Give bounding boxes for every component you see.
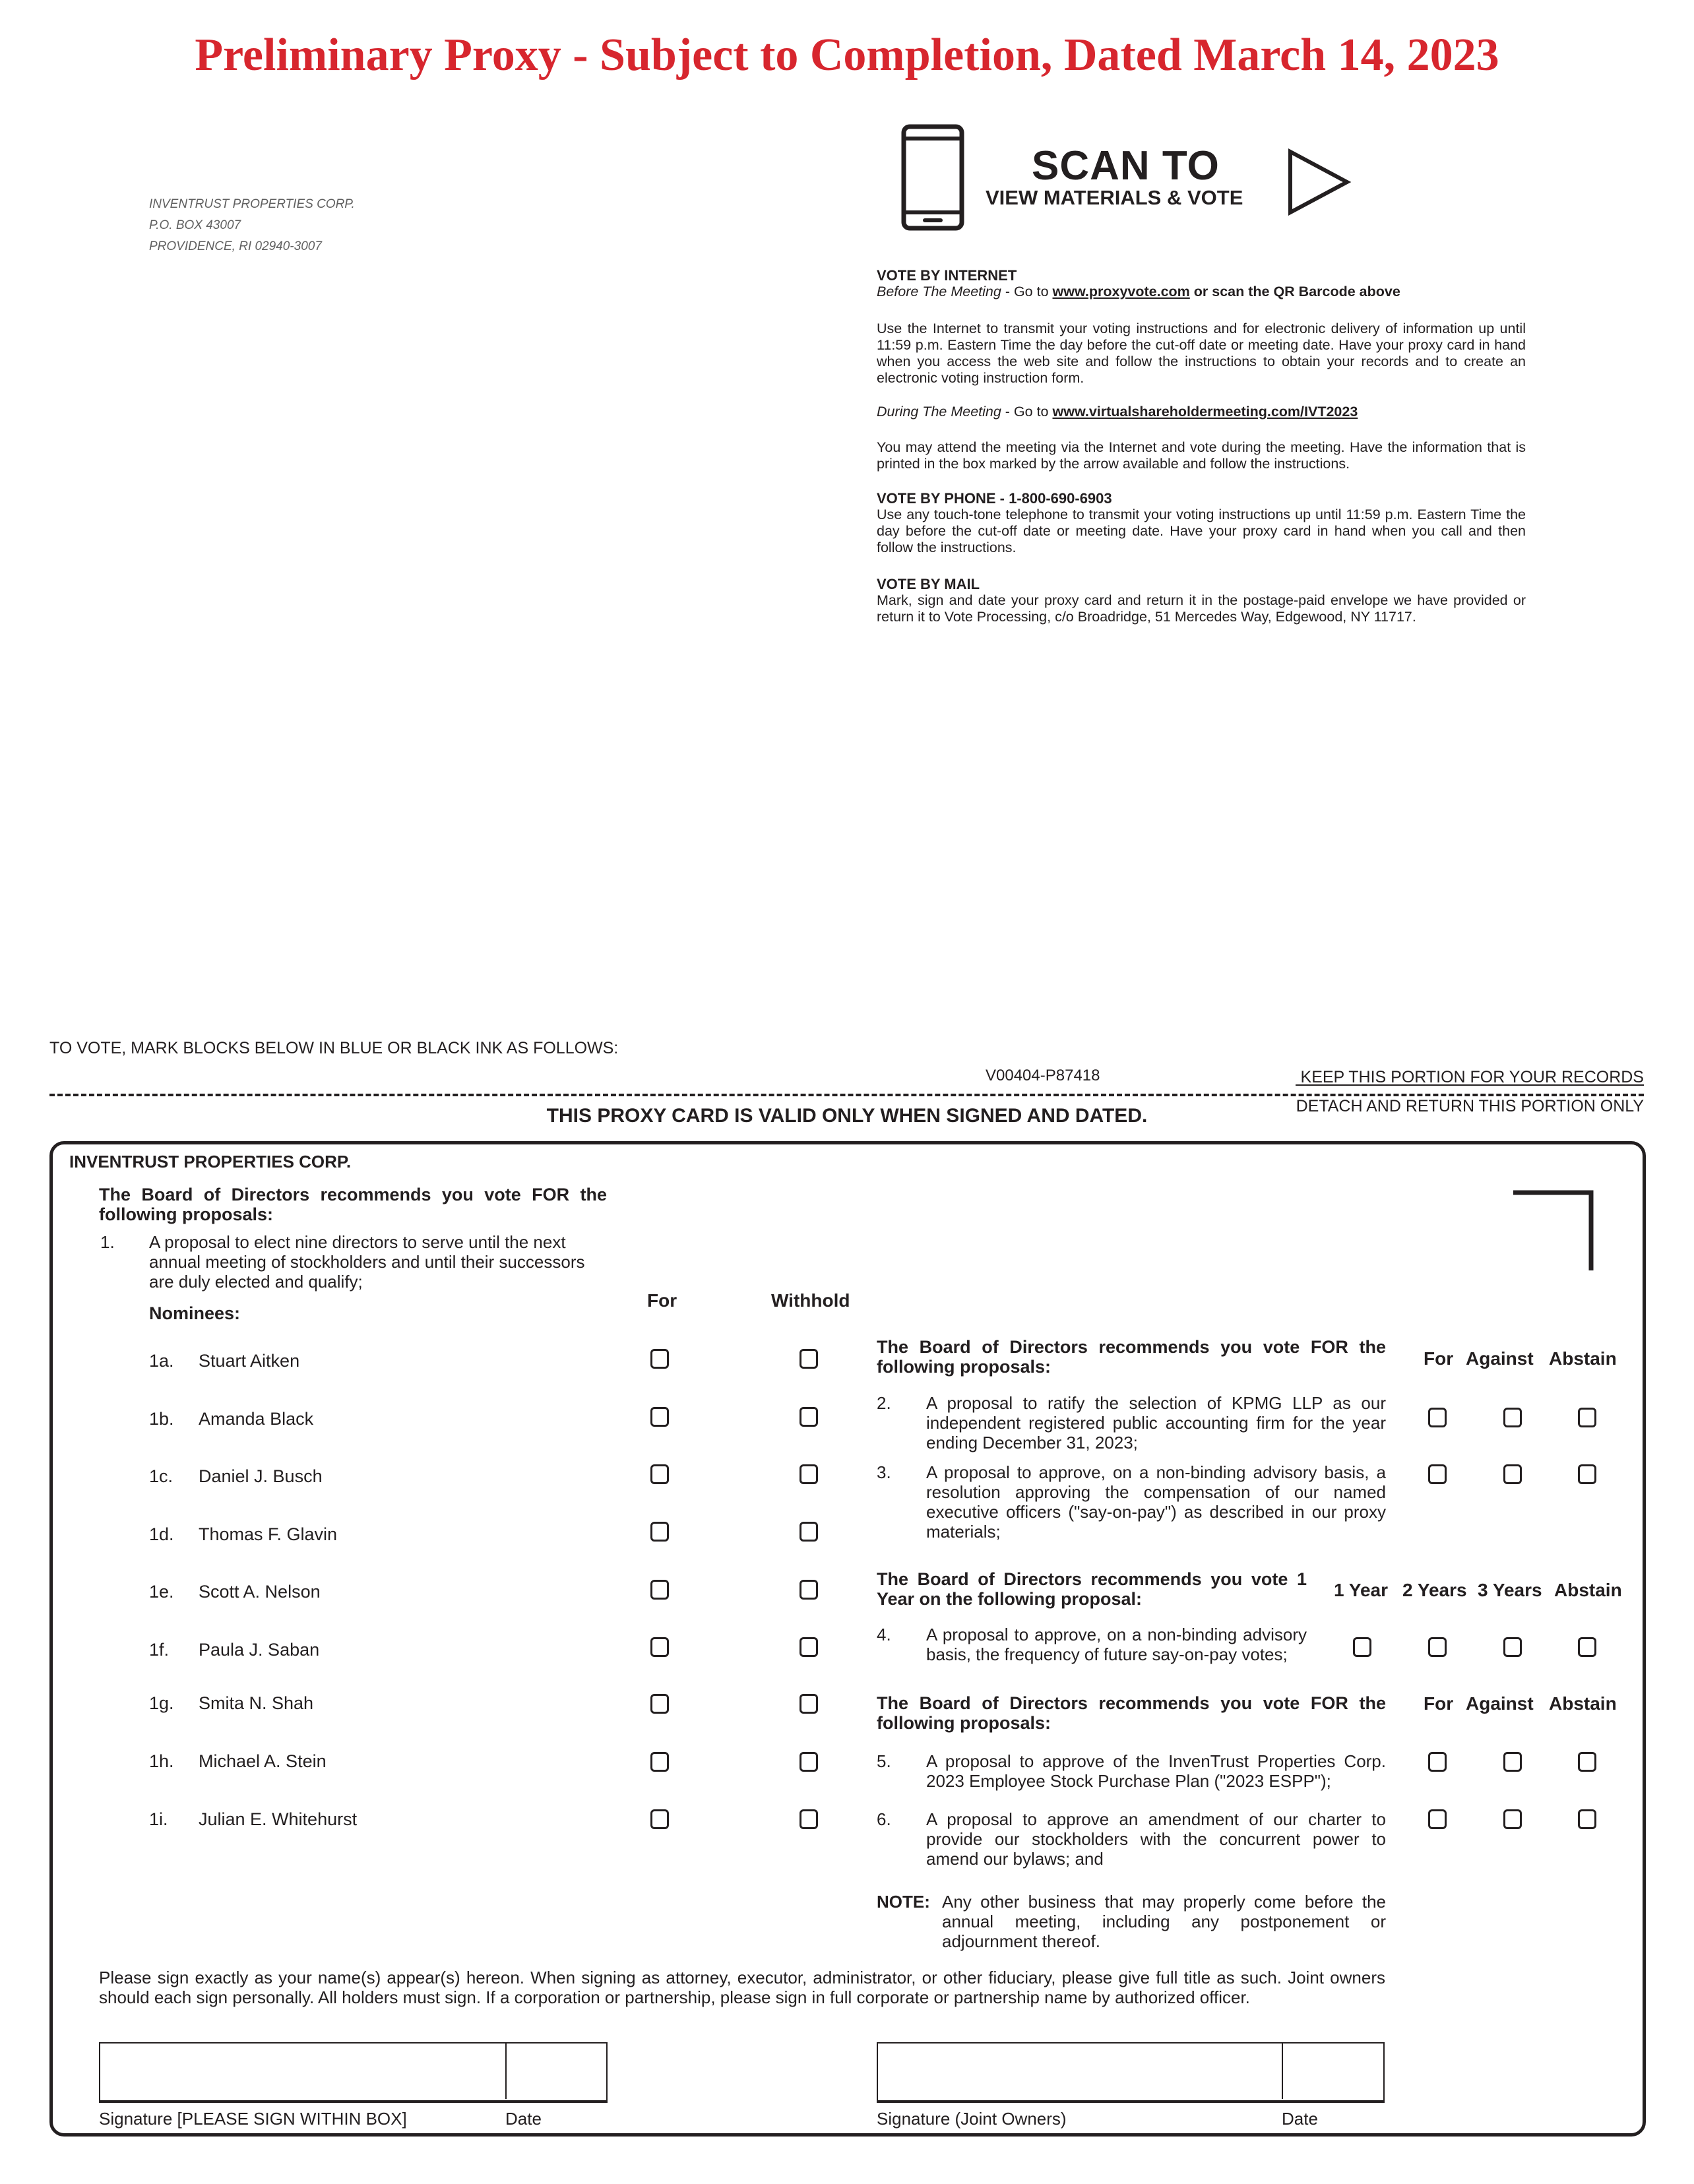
col-for: For (647, 1290, 677, 1311)
col-1-year: 1 Year (1334, 1580, 1389, 1600)
col-against: Against (1466, 1693, 1534, 1714)
vote-internet-during (877, 404, 1526, 420)
col-against: Against (1466, 1348, 1534, 1369)
proposal-1-number: 1. (100, 1232, 115, 1252)
for-checkbox[interactable] (650, 1694, 669, 1714)
abstain-checkbox[interactable] (1578, 1408, 1596, 1427)
nominee-id: 1i. (149, 1809, 168, 1829)
col-2-years: 2 Years (1402, 1580, 1467, 1600)
col-withhold: Withhold (771, 1290, 850, 1311)
proposal-6-text: A proposal to approve an amendment of our charter to provide our stockholders with the concurrent power to amend our bylaws; and (926, 1809, 1386, 1869)
for-checkbox[interactable] (650, 1752, 669, 1772)
proposal-3-number: 3. (877, 1462, 891, 1482)
col-abstain: Abstain (1549, 1348, 1617, 1369)
withhold-checkbox[interactable] (800, 1349, 818, 1369)
nominee-id: 1b. (149, 1409, 174, 1429)
proxyvote-link[interactable]: www.proxyvote.com (1052, 284, 1190, 299)
nominee-name: Smita N. Shah (199, 1693, 314, 1713)
vote-mail-heading: VOTE BY MAIL (877, 576, 980, 592)
withhold-checkbox[interactable] (800, 1694, 818, 1714)
return-address (149, 194, 355, 257)
nominee-name: Scott A. Nelson (199, 1582, 321, 1602)
nominee-name: Thomas F. Glavin (199, 1524, 338, 1544)
withhold-checkbox[interactable] (800, 1637, 818, 1657)
signature-box[interactable] (99, 2042, 608, 2103)
vote-internet-heading: VOTE BY INTERNET (877, 267, 1017, 284)
note-text: Any other business that may properly come before the annual meeting, including any postponement or adjournment thereof. (942, 1892, 1386, 1951)
qr-instruction: or scan the QR Barcode above (1189, 284, 1400, 299)
vote-phone-heading: VOTE BY PHONE - 1-800-690-6903 (877, 490, 1112, 507)
nominee-name: Daniel J. Busch (199, 1466, 323, 1486)
proposal-6-number: 6. (877, 1809, 891, 1829)
nominee-id: 1f. (149, 1640, 170, 1660)
note-label: NOTE: (877, 1892, 930, 1912)
signature-date-divider (505, 2042, 507, 2099)
virtual-meeting-link[interactable]: www.virtualshareholdermeeting.com/IVT2023 (1052, 404, 1358, 420)
nominee-id: 1e. (149, 1582, 174, 1602)
col-for: For (1424, 1693, 1454, 1714)
vote-mail-body: Mark, sign and date your proxy card and return it in the postage-paid envelope we have provided or return it to Vote Processing, c/o Broadridge, 51 Mercedes Way, Edgewood, NY 11717. (877, 592, 1526, 625)
detach-line (49, 1094, 1644, 1096)
keep-rule (1296, 1084, 1644, 1086)
return-address-line: P.O. BOX 43007 (149, 218, 241, 232)
nominees-label: Nominees: (149, 1303, 241, 1323)
against-checkbox[interactable] (1503, 1408, 1522, 1427)
draft-banner: Preliminary Proxy - Subject to Completion, Dated March 14, 2023 (195, 30, 1499, 80)
return-address-line: PROVIDENCE, RI 02940-3007 (149, 239, 322, 253)
board-recommendation-for: The Board of Directors recommends you vote FOR the following proposals: (99, 1185, 607, 1224)
go-to-text: - Go to (1001, 404, 1053, 420)
proposal-5-number: 5. (877, 1751, 891, 1771)
against-checkbox[interactable] (1503, 1752, 1522, 1772)
abstain-checkbox[interactable] (1578, 1752, 1596, 1772)
scan-title: SCAN TO (1032, 143, 1220, 189)
proposal-4-text: A proposal to approve, on a non-binding advisory basis, the frequency of future say-on-pay votes; (926, 1625, 1307, 1664)
card-company-name: INVENTRUST PROPERTIES CORP. (69, 1152, 352, 1171)
mark-instructions: TO VOTE, MARK BLOCKS BELOW IN BLUE OR BLACK INK AS FOLLOWS: (49, 1039, 619, 1057)
nominee-name: Julian E. Whitehurst (199, 1809, 358, 1829)
vote-internet-during-body: You may attend the meeting via the Internet and vote during the meeting. Have the information that is printed in the box marked by the arrow available and follow the instructions. (877, 439, 1526, 472)
1-year-checkbox[interactable] (1353, 1637, 1371, 1657)
nominee-id: 1h. (149, 1751, 174, 1771)
for-checkbox[interactable] (650, 1349, 669, 1369)
scan-subtitle: VIEW MATERIALS & VOTE (986, 186, 1243, 209)
2-years-checkbox[interactable] (1428, 1637, 1447, 1657)
vote-phone-body: Use any touch-tone telephone to transmit your voting instructions up until 11:59 p.m. Eastern Time the day before the cut-off date or meeting date. Have your proxy card in hand when you call and then follow the instructions. (877, 507, 1526, 555)
keep-portion-label: KEEP THIS PORTION FOR YOUR RECORDS (1300, 1068, 1644, 1086)
valid-notice: THIS PROXY CARD IS VALID ONLY WHEN SIGNED AND DATED. (546, 1105, 1148, 1127)
col-abstain: Abstain (1554, 1580, 1622, 1600)
signature-label: Signature [PLEASE SIGN WITHIN BOX] (99, 2109, 407, 2129)
during-meeting-label: During The Meeting (877, 404, 1001, 420)
against-checkbox[interactable] (1503, 1464, 1522, 1484)
before-meeting-label: Before The Meeting (877, 284, 1001, 299)
for-checkbox[interactable] (650, 1407, 669, 1427)
proposal-5-text: A proposal to approve of the InvenTrust Properties Corp. 2023 Employee Stock Purchase Plan ("2023 ESPP"); (926, 1751, 1386, 1791)
for-checkbox[interactable] (1428, 1809, 1447, 1829)
phone-icon (901, 124, 964, 231)
withhold-checkbox[interactable] (800, 1580, 818, 1600)
vote-by-phone (877, 490, 1526, 556)
withhold-checkbox[interactable] (800, 1809, 818, 1829)
for-checkbox[interactable] (650, 1464, 669, 1484)
joint-signature-box[interactable] (877, 2042, 1385, 2103)
withhold-checkbox[interactable] (800, 1522, 818, 1542)
3-years-checkbox[interactable] (1503, 1637, 1522, 1657)
for-checkbox[interactable] (1428, 1408, 1447, 1427)
nominee-name: Amanda Black (199, 1409, 314, 1429)
board-recommendation-for-2-3: The Board of Directors recommends you vote FOR the following proposals: (877, 1337, 1386, 1377)
abstain-checkbox[interactable] (1578, 1464, 1596, 1484)
col-3-years: 3 Years (1478, 1580, 1542, 1600)
vote-by-internet (877, 267, 1526, 300)
against-checkbox[interactable] (1503, 1809, 1522, 1829)
vote-internet-before (877, 284, 1526, 300)
play-arrow-icon (1286, 148, 1352, 216)
for-checkbox[interactable] (650, 1809, 669, 1829)
proposal-2-number: 2. (877, 1393, 891, 1413)
for-checkbox[interactable] (650, 1522, 669, 1542)
nominee-id: 1c. (149, 1466, 173, 1486)
corner-mark-icon (1512, 1190, 1595, 1272)
go-to-text: - Go to (1001, 284, 1053, 299)
col-for: For (1424, 1348, 1454, 1369)
withhold-checkbox[interactable] (800, 1752, 818, 1772)
proposal-4-number: 4. (877, 1625, 891, 1644)
for-checkbox[interactable] (650, 1580, 669, 1600)
nominee-id: 1d. (149, 1524, 174, 1544)
abstain-checkbox[interactable] (1578, 1809, 1596, 1829)
abstain-checkbox[interactable] (1578, 1637, 1596, 1657)
proposal-1-text: A proposal to elect nine directors to serve until the next annual meeting of stockholders and until their successors are duly elected and qualify; (149, 1232, 585, 1292)
nominee-name: Stuart Aitken (199, 1351, 300, 1371)
nominee-id: 1g. (149, 1693, 174, 1713)
joint-signature-label: Signature (Joint Owners) (877, 2109, 1067, 2129)
nominee-id: 1a. (149, 1351, 174, 1371)
withhold-checkbox[interactable] (800, 1464, 818, 1484)
signature-date-divider (1282, 2042, 1283, 2099)
date-label: Date (1282, 2109, 1318, 2129)
control-number: V00404-P87418 (986, 1067, 1100, 1084)
withhold-checkbox[interactable] (800, 1407, 818, 1427)
for-checkbox[interactable] (1428, 1464, 1447, 1484)
vote-by-mail (877, 576, 1526, 625)
for-checkbox[interactable] (650, 1637, 669, 1657)
nominee-name: Paula J. Saban (199, 1640, 320, 1660)
vote-internet-body: Use the Internet to transmit your voting instructions and for electronic delivery of information up until 11:59 p.m. Eastern Time the day before the cut-off date or meeting date. Have your proxy card in hand when you access the web site and follow the instructions to obtain your records and to create an electronic voting instruction form. (877, 321, 1526, 386)
signature-instructions: Please sign exactly as your name(s) appear(s) hereon. When signing as attorney, executor, administrator, or other fiduciary, please give full title as such. Joint owners should each sign personally. All holders must sign. If a corporation or partnership, please sign in full corporate or partnership name by authorized officer. (99, 1968, 1385, 2007)
return-address-line: INVENTRUST PROPERTIES CORP. (149, 197, 355, 211)
detach-portion-label: DETACH AND RETURN THIS PORTION ONLY (1296, 1097, 1644, 1115)
date-label: Date (505, 2109, 542, 2129)
col-abstain: Abstain (1549, 1693, 1617, 1714)
proposal-2-text: A proposal to ratify the selection of KPMG LLP as our independent registered public accounting firm for the year ending December 31, 2023; (926, 1393, 1386, 1452)
board-recommendation-for-5-6: The Board of Directors recommends you vote FOR the following proposals: (877, 1693, 1386, 1733)
board-recommendation-1-year: The Board of Directors recommends you vote 1 Year on the following proposal: (877, 1569, 1307, 1609)
nominee-name: Michael A. Stein (199, 1751, 327, 1771)
proposal-3-text: A proposal to approve, on a non-binding advisory basis, a resolution approving the compensation of our named executive officers ("say-on-pay") as described in our proxy materials; (926, 1462, 1386, 1542)
for-checkbox[interactable] (1428, 1752, 1447, 1772)
